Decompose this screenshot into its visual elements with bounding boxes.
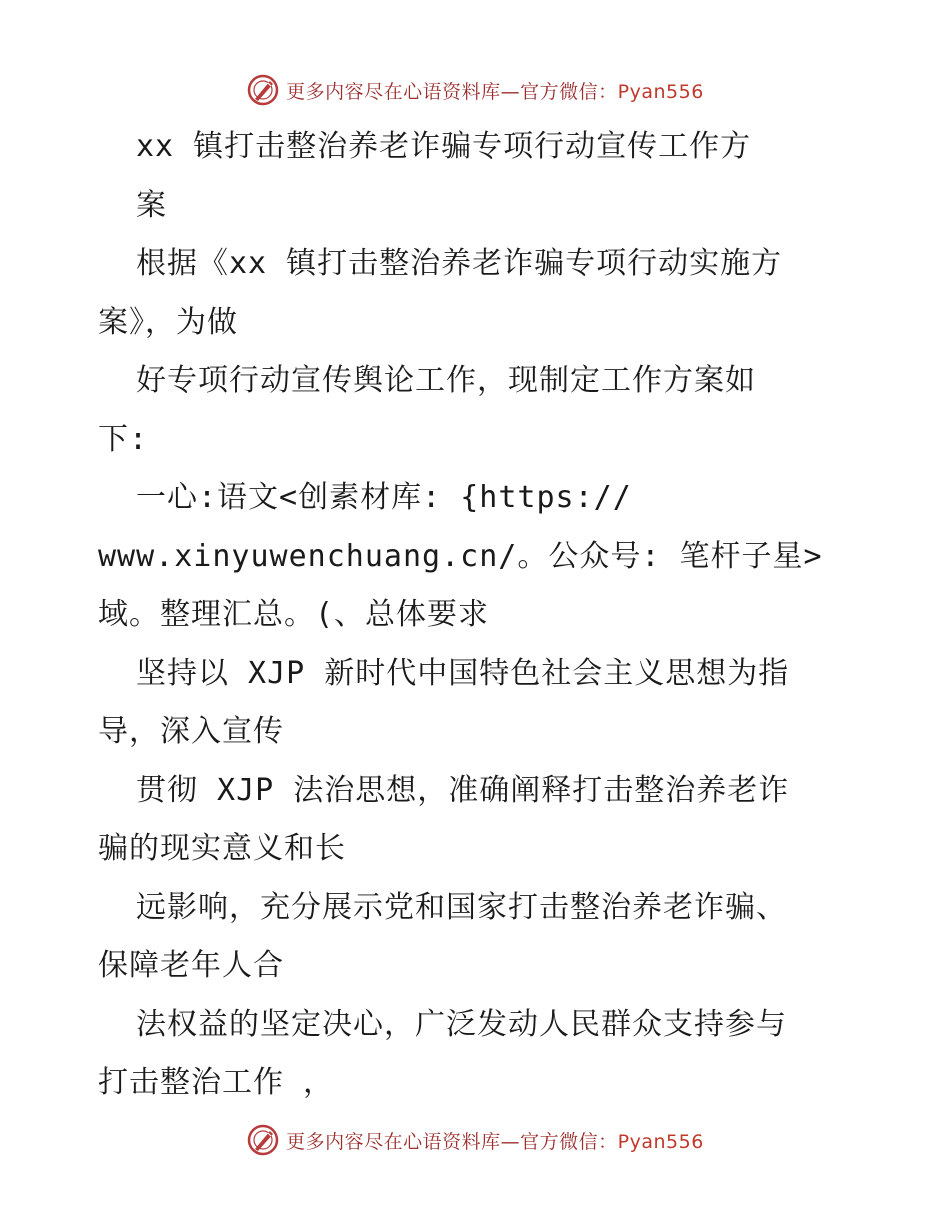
text-line: 坚持以 XJP 新时代中国特色社会主义思想为指 bbox=[136, 655, 790, 691]
header-watermark-text: 更多内容尽在心语资料库—官方微信：Pyan556 bbox=[286, 80, 704, 103]
text-line: 保障老年人合 bbox=[98, 948, 284, 983]
text-line: 一心:语文<创素材库: {https:// bbox=[136, 480, 632, 515]
text-line: 域。整理汇总。(、总体要求 bbox=[98, 597, 490, 632]
text-line: 法权益的坚定决心，广泛发动人民群众支持参与 bbox=[136, 1006, 787, 1042]
text-line: 贯彻 XJP 法治思想，准确阐释打击整治养老诈 bbox=[136, 772, 790, 808]
text-line: xx 镇打击整治养老诈骗专项行动宣传工作方 bbox=[136, 129, 752, 164]
text-line: 好专项行动宣传舆论工作，现制定工作方案如 bbox=[136, 363, 756, 398]
text-line: 远影响，充分展示党和国家打击整治养老诈骗、 bbox=[136, 889, 787, 925]
document-body bbox=[98, 118, 878, 1113]
text-line: 案》，为做 bbox=[98, 304, 238, 340]
header-watermark-banner bbox=[0, 68, 950, 112]
text-line: 根据《xx 镇打击整治养老诈骗专项行动实施方 bbox=[136, 246, 783, 281]
text-line: 骗的现实意义和长 bbox=[98, 831, 346, 866]
text-line: www.xinyuwenchuang.cn/。公众号: 笔杆子星> bbox=[98, 538, 823, 574]
text-line: 打击整治工作 ， bbox=[98, 1065, 335, 1100]
text-line: 下: bbox=[98, 421, 149, 457]
text-line: 导，深入宣传 bbox=[98, 714, 284, 749]
quill-circle-logo-icon bbox=[246, 73, 280, 107]
quill-circle-logo-icon bbox=[246, 1123, 280, 1157]
text-line: 案 bbox=[136, 187, 167, 223]
footer-watermark-text: 更多内容尽在心语资料库—官方微信：Pyan556 bbox=[286, 1130, 704, 1153]
footer-watermark-banner bbox=[0, 1118, 950, 1162]
